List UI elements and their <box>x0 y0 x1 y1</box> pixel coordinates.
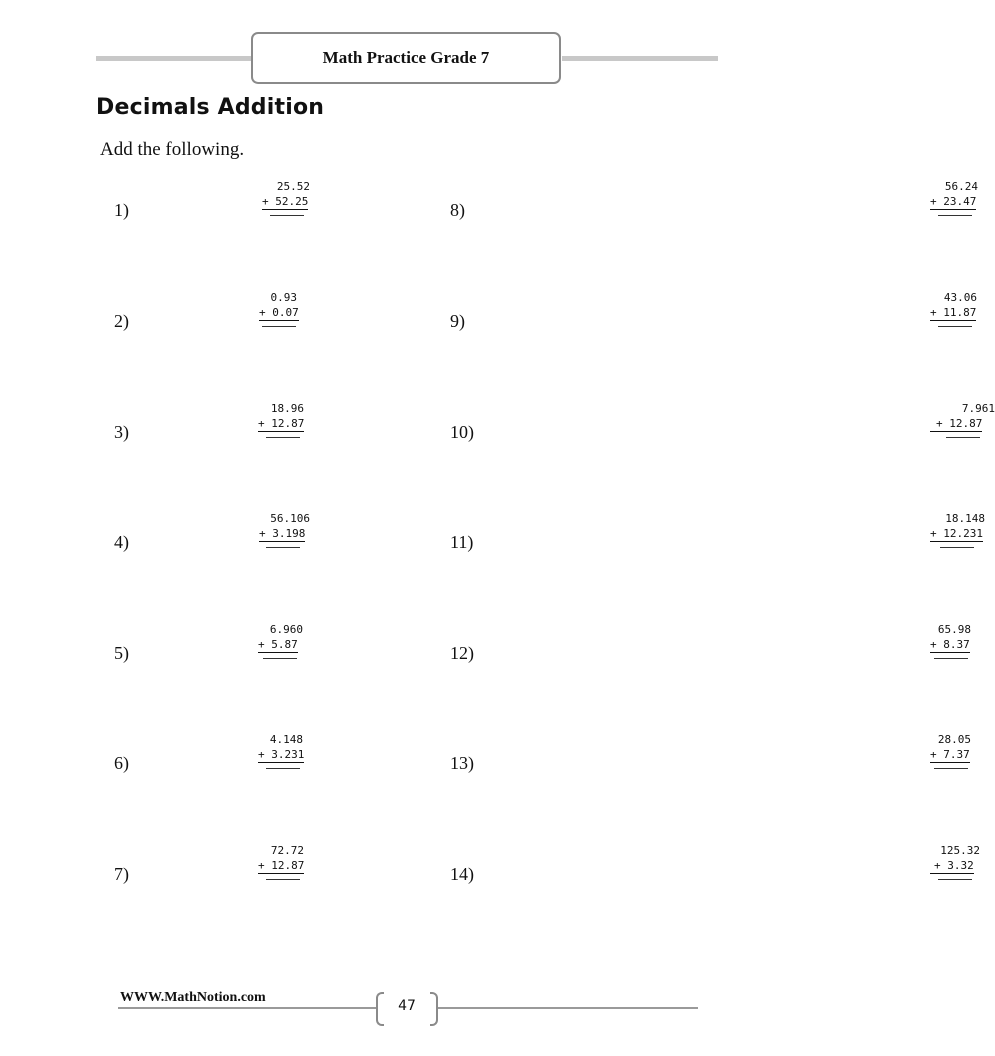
problem-bottom-operand: + 8.37 <box>930 638 970 651</box>
problem-top-operand: 125.32 <box>940 844 980 857</box>
answer-line <box>938 879 972 880</box>
answer-line <box>938 326 972 327</box>
problem-3 <box>114 402 314 472</box>
problem-top-operand: 18.148 <box>945 512 985 525</box>
problem-number: 4) <box>114 532 129 552</box>
footer-rule-left <box>118 1007 376 1009</box>
answer-line <box>934 658 968 659</box>
problem-bottom-operand: + 12.87 <box>258 859 305 872</box>
problem-number: 10) <box>450 422 474 442</box>
problem-bottom-operand: + 52.25 <box>262 195 309 208</box>
problem-4 <box>114 512 314 582</box>
problem-1 <box>114 180 314 250</box>
footer-website: WWW.MathNotion.com <box>120 990 266 1005</box>
problem-number: 13) <box>450 753 474 773</box>
answer-line <box>266 547 300 548</box>
answer-line <box>266 879 300 880</box>
problem-13 <box>450 733 971 803</box>
problem-number: 3) <box>114 422 129 442</box>
problem-number: 11) <box>450 532 474 552</box>
problem-number: 7) <box>114 864 129 884</box>
problem-bottom-operand: + 5.87 <box>258 638 298 651</box>
problem-bottom-operand: + 3.32 <box>930 859 974 874</box>
page-number-box <box>376 992 438 1026</box>
page-number: 47 <box>398 998 416 1014</box>
problem-11 <box>450 512 985 582</box>
problem-top-operand: 0.93 <box>270 291 297 304</box>
problem-9 <box>450 291 977 361</box>
problem-bottom-operand: + 3.198 <box>259 527 306 540</box>
problem-bottom-operand: + 3.231 <box>258 748 305 761</box>
answer-line <box>266 437 300 438</box>
header-rule-left <box>96 56 252 61</box>
problem-top-operand: 28.05 <box>937 733 971 746</box>
right-brace-icon <box>430 992 438 1026</box>
problem-bottom-operand: + 0.07 <box>259 306 299 319</box>
problem-number: 9) <box>450 311 465 331</box>
answer-line <box>934 768 968 769</box>
problem-bottom-operand: + 12.87 <box>258 417 305 430</box>
problem-14 <box>450 844 980 914</box>
problem-top-operand: 7.961 <box>961 402 995 415</box>
answer-line <box>262 326 296 327</box>
instructions: Add the following. <box>100 139 245 160</box>
problem-number: 14) <box>450 864 474 884</box>
footer-rule-right <box>438 1007 698 1009</box>
answer-line <box>270 215 304 216</box>
problem-number: 8) <box>450 200 465 220</box>
problem-top-operand: 56.24 <box>944 180 978 193</box>
problem-top-operand: 43.06 <box>943 291 977 304</box>
problem-number: 5) <box>114 643 129 663</box>
problem-bottom-operand: + 12.231 <box>930 527 983 540</box>
problem-number: 6) <box>114 753 129 773</box>
problem-top-operand: 4.148 <box>269 733 303 746</box>
problem-5 <box>114 623 314 693</box>
answer-line <box>946 437 980 438</box>
problem-bottom-operand: + 23.47 <box>930 195 977 208</box>
problem-top-operand: 25.52 <box>276 180 310 193</box>
problem-top-operand: 56.106 <box>270 512 310 525</box>
problem-bottom-operand: + 12.87 <box>930 417 982 432</box>
problem-8 <box>450 180 978 250</box>
answer-line <box>263 658 297 659</box>
problem-7 <box>114 844 314 914</box>
problem-top-operand: 65.98 <box>937 623 971 636</box>
answer-line <box>266 768 300 769</box>
problem-2 <box>114 291 314 361</box>
problem-12 <box>450 623 971 693</box>
problem-bottom-operand: + 7.37 <box>930 748 970 761</box>
header-title: Math Practice Grade 7 <box>251 32 561 84</box>
problem-number: 2) <box>114 311 129 331</box>
problem-number: 1) <box>114 200 129 220</box>
problem-number: 12) <box>450 643 474 663</box>
problem-10 <box>450 402 995 472</box>
answer-line <box>940 547 974 548</box>
page-title: Decimals Addition <box>96 95 325 120</box>
problem-bottom-operand: + 11.87 <box>930 306 977 319</box>
problem-top-operand: 6.960 <box>269 623 303 636</box>
problem-top-operand: 18.96 <box>270 402 304 415</box>
answer-line <box>938 215 972 216</box>
header-rule-right <box>562 56 718 61</box>
problem-6 <box>114 733 314 803</box>
problem-top-operand: 72.72 <box>270 844 304 857</box>
